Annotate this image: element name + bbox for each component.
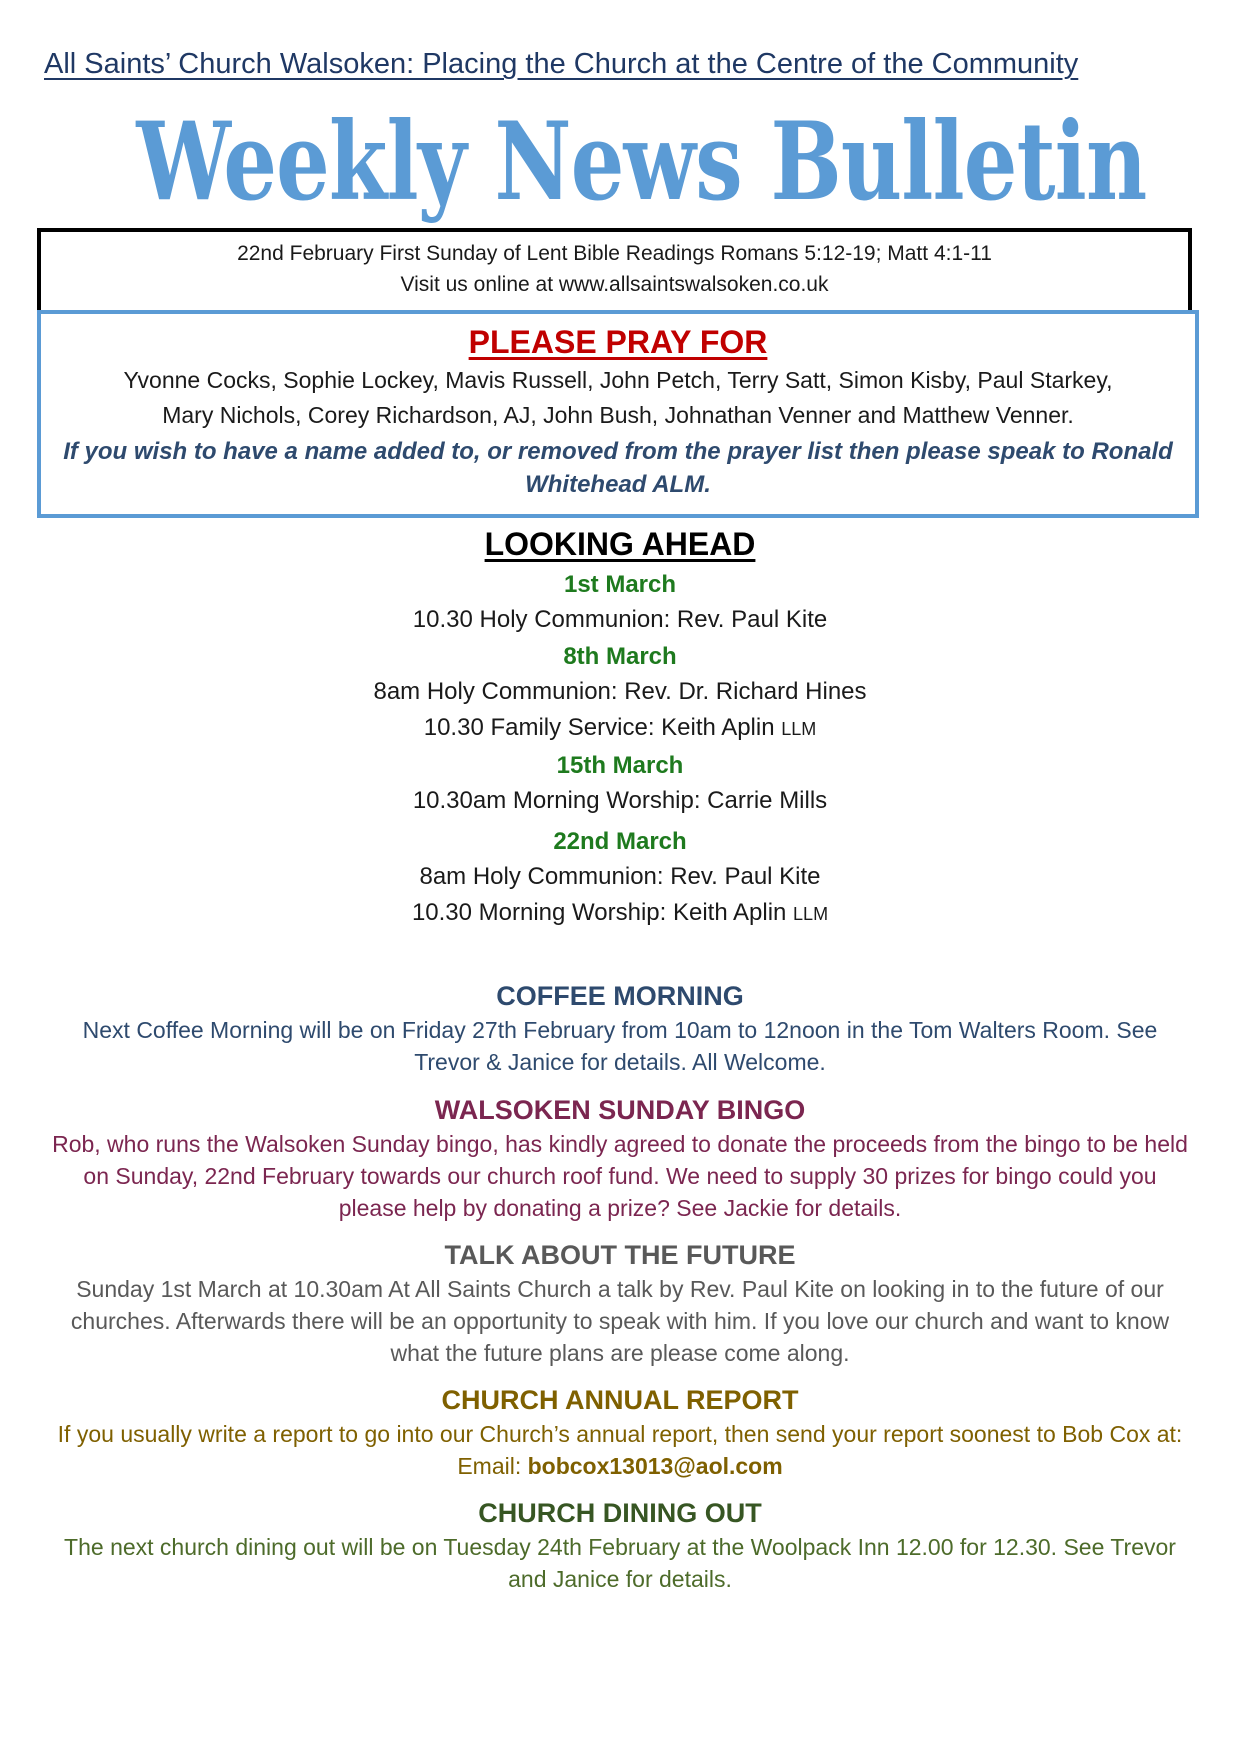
- looking-ahead-heading: LOOKING AHEAD: [484, 526, 756, 562]
- future-talk-heading: TALK ABOUT THE FUTURE: [444, 1240, 796, 1270]
- website-line: Visit us online at www.allsaintswalsoken.co.uk: [400, 273, 829, 296]
- service-line: [0, 895, 1240, 932]
- coffee-morning-section: [40, 978, 1200, 1078]
- annual-report-heading: CHURCH ANNUAL REPORT: [441, 1385, 799, 1415]
- coffee-morning-heading: COFFEE MORNING: [496, 981, 744, 1011]
- prayer-note: If you wish to have a name added to, or removed from the prayer list then please speak to Ronald Whitehead ALM.: [63, 438, 1173, 498]
- dining-out-text: The next church dining out will be on Tuesday 24th February at the Woolpack Inn 12.00 for 12.30. See Trevor and Janice for details.: [64, 1534, 1176, 1592]
- church-tagline: All Saints’ Church Walsoken: Placing the Church at the Centre of the Community: [44, 48, 1079, 80]
- service-line: 8am Holy Communion: Rev. Dr. Richard Hines: [373, 678, 867, 705]
- bulletin-masthead: Weekly News Bulletin: [136, 99, 1147, 225]
- service-line: 10.30am Morning Worship: Carrie Mills: [412, 787, 828, 814]
- service-line: 10.30 Holy Communion: Rev. Paul Kite: [412, 606, 828, 633]
- readings-line: 22nd February First Sunday of Lent Bible Readings Romans 5:12-19; Matt 4:1-11: [237, 242, 992, 265]
- date-heading: 1st March: [563, 571, 677, 598]
- email-address[interactable]: bobcox13013@aol.com: [527, 1453, 783, 1479]
- date-heading: 15th March: [556, 752, 684, 779]
- bingo-heading: WALSOKEN SUNDAY BINGO: [434, 1095, 806, 1125]
- dining-out-section: [40, 1495, 1200, 1595]
- annual-report-text: [40, 1418, 1200, 1482]
- future-talk-section: [40, 1237, 1200, 1369]
- service-line: 8am Holy Communion: Rev. Paul Kite: [419, 863, 821, 890]
- prayer-list-box: [37, 310, 1199, 518]
- dining-out-heading: CHURCH DINING OUT: [478, 1498, 762, 1528]
- future-talk-text: Sunday 1st March at 10.30am At All Saints Church a talk by Rev. Paul Kite on looking in to the future of our churches. Afterwards there will be an opportunity to speak with him. If you love our church and want to know what the future plans are please come along.: [70, 1276, 1170, 1366]
- looking-ahead-section: [0, 522, 1240, 932]
- date-heading: 8th March: [563, 643, 677, 670]
- bingo-section: [40, 1092, 1200, 1224]
- date-heading: 22nd March: [553, 828, 687, 855]
- prayer-names-line: Mary Nichols, Corey Richardson, AJ, John Bush, Johnathan Venner and Matthew Venner.: [162, 402, 1074, 428]
- bingo-text: Rob, who runs the Walsoken Sunday bingo, has kindly agreed to donate the proceeds from the bingo to be held on Sunday, 22nd February towards our church roof fund. We need to supply 30 prizes for bingo could you please help by donating a prize? See Jackie for details.: [52, 1131, 1188, 1221]
- prayer-heading: PLEASE PRAY FOR: [468, 324, 768, 360]
- llm-suffix: LLM: [781, 719, 817, 739]
- service-text: 10.30 Morning Worship: Keith Aplin: [411, 899, 787, 926]
- annual-report-body: If you usually write a report to go into our Church’s annual report, then send your report soonest to Bob Cox at: Email:: [57, 1421, 1183, 1479]
- coffee-morning-text: Next Coffee Morning will be on Friday 27th February from 10am to 12noon in the Tom Walters Room. See Trevor & Janice for details. All Welcome.: [82, 1017, 1158, 1075]
- prayer-names-line: Yvonne Cocks, Sophie Lockey, Mavis Russell, John Petch, Terry Satt, Simon Kisby, Paul Starkey,: [123, 367, 1113, 393]
- service-info-box: [37, 228, 1192, 310]
- annual-report-section: [40, 1382, 1200, 1482]
- llm-suffix: LLM: [793, 904, 829, 924]
- prayer-names: [41, 363, 1195, 433]
- service-line: [0, 710, 1240, 747]
- service-text: 10.30 Family Service: Keith Aplin: [423, 714, 775, 741]
